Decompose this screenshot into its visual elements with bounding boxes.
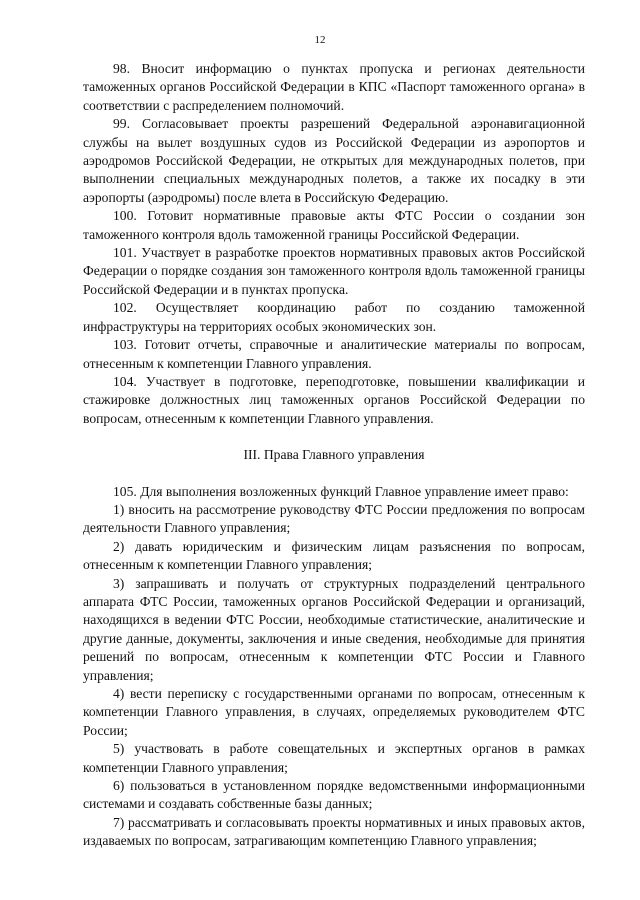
list-item-3: 3) запрашивать и получать от структурных подразделений центрального аппарата ФТС России, таможенных органов Российской Федерации и организаций, находящихся в ведении ФТС России, необходимые статистические, аналитические и другие данные, документы, заключения и иные сведения, необходимые для принятия решений по вопросам, отнесенным к компетенции ФТС России и Главного управления; [83,575,585,683]
paragraph-101: 101. Участвует в разработке проектов нормативных правовых актов Российской Федерации о порядке создания зон таможенного контроля вдоль таможенной границы Российской Федерации и в пунктах пропуска. [83,245,585,297]
list-item-2: 2) давать юридическим и физическим лицам разъяснения по вопросам, отнесенным к компетенции Главного управления; [83,538,585,573]
paragraph-102: 102. Осуществляет координацию работ по созданию таможенной инфраструктуры на территориях особых экономических зон. [83,300,585,334]
page-number: 12 [314,34,326,46]
paragraph-100: 100. Готовит нормативные правовые акты ФТС России о создании зон таможенного контроля вдоль таможенной границы Российской Федерации. [83,208,585,242]
document-body [83,60,585,851]
list-item-4: 4) вести переписку с государственными органами по вопросам, отнесенным к компетенции Главного управления, в случаях, определяемых руководителем ФТС России; [83,686,585,738]
paragraph-105: 105. Для выполнения возложенных функций Главное управление имеет право: [113,483,569,499]
list-item-1: 1) вносить на рассмотрение руководству ФТС России предложения по вопросам деятельности Главного управления; [83,501,585,536]
section-heading: III. Права Главного управления [243,447,425,463]
paragraph-98: 98. Вносит информацию о пунктах пропуска и регионах деятельности таможенных органов Российской Федерации в КПС «Паспорт таможенного органа» в соответствии с распределением полномочий. [83,61,585,113]
list-item-6: 6) пользоваться в установленном порядке ведомственными информационными системами и создавать собственные базы данных; [83,778,585,812]
list-item-7: 7) рассматривать и согласовывать проекты нормативных и иных правовых актов, издаваемых по вопросам, затрагивающим компетенцию Главного управления; [83,814,585,849]
paragraph-103: 103. Готовит отчеты, справочные и аналитические материалы по вопросам, отнесенным к компетенции Главного управления. [83,337,585,371]
paragraph-104: 104. Участвует в подготовке, переподготовке, повышении квалификации и стажировке должностных лиц таможенных органов Российской Федерации по вопросам, отнесенным к компетенции Главного управления. [83,373,585,426]
paragraph-99: 99. Согласовывает проекты разрешений Федеральной аэронавигационной службы на вылет воздушных судов из Российской Федерации из аэропортов и аэродромов Российской Федерации, не открытых для международных полетов, при выполнении специальных международных полетов, а также их посадку в эти аэропорты (аэродромы) после влета в Российскую Федерацию. [83,116,585,205]
list-item-5: 5) участвовать в работе совещательных и экспертных органов в рамках компетенции Главного управления; [83,741,585,775]
